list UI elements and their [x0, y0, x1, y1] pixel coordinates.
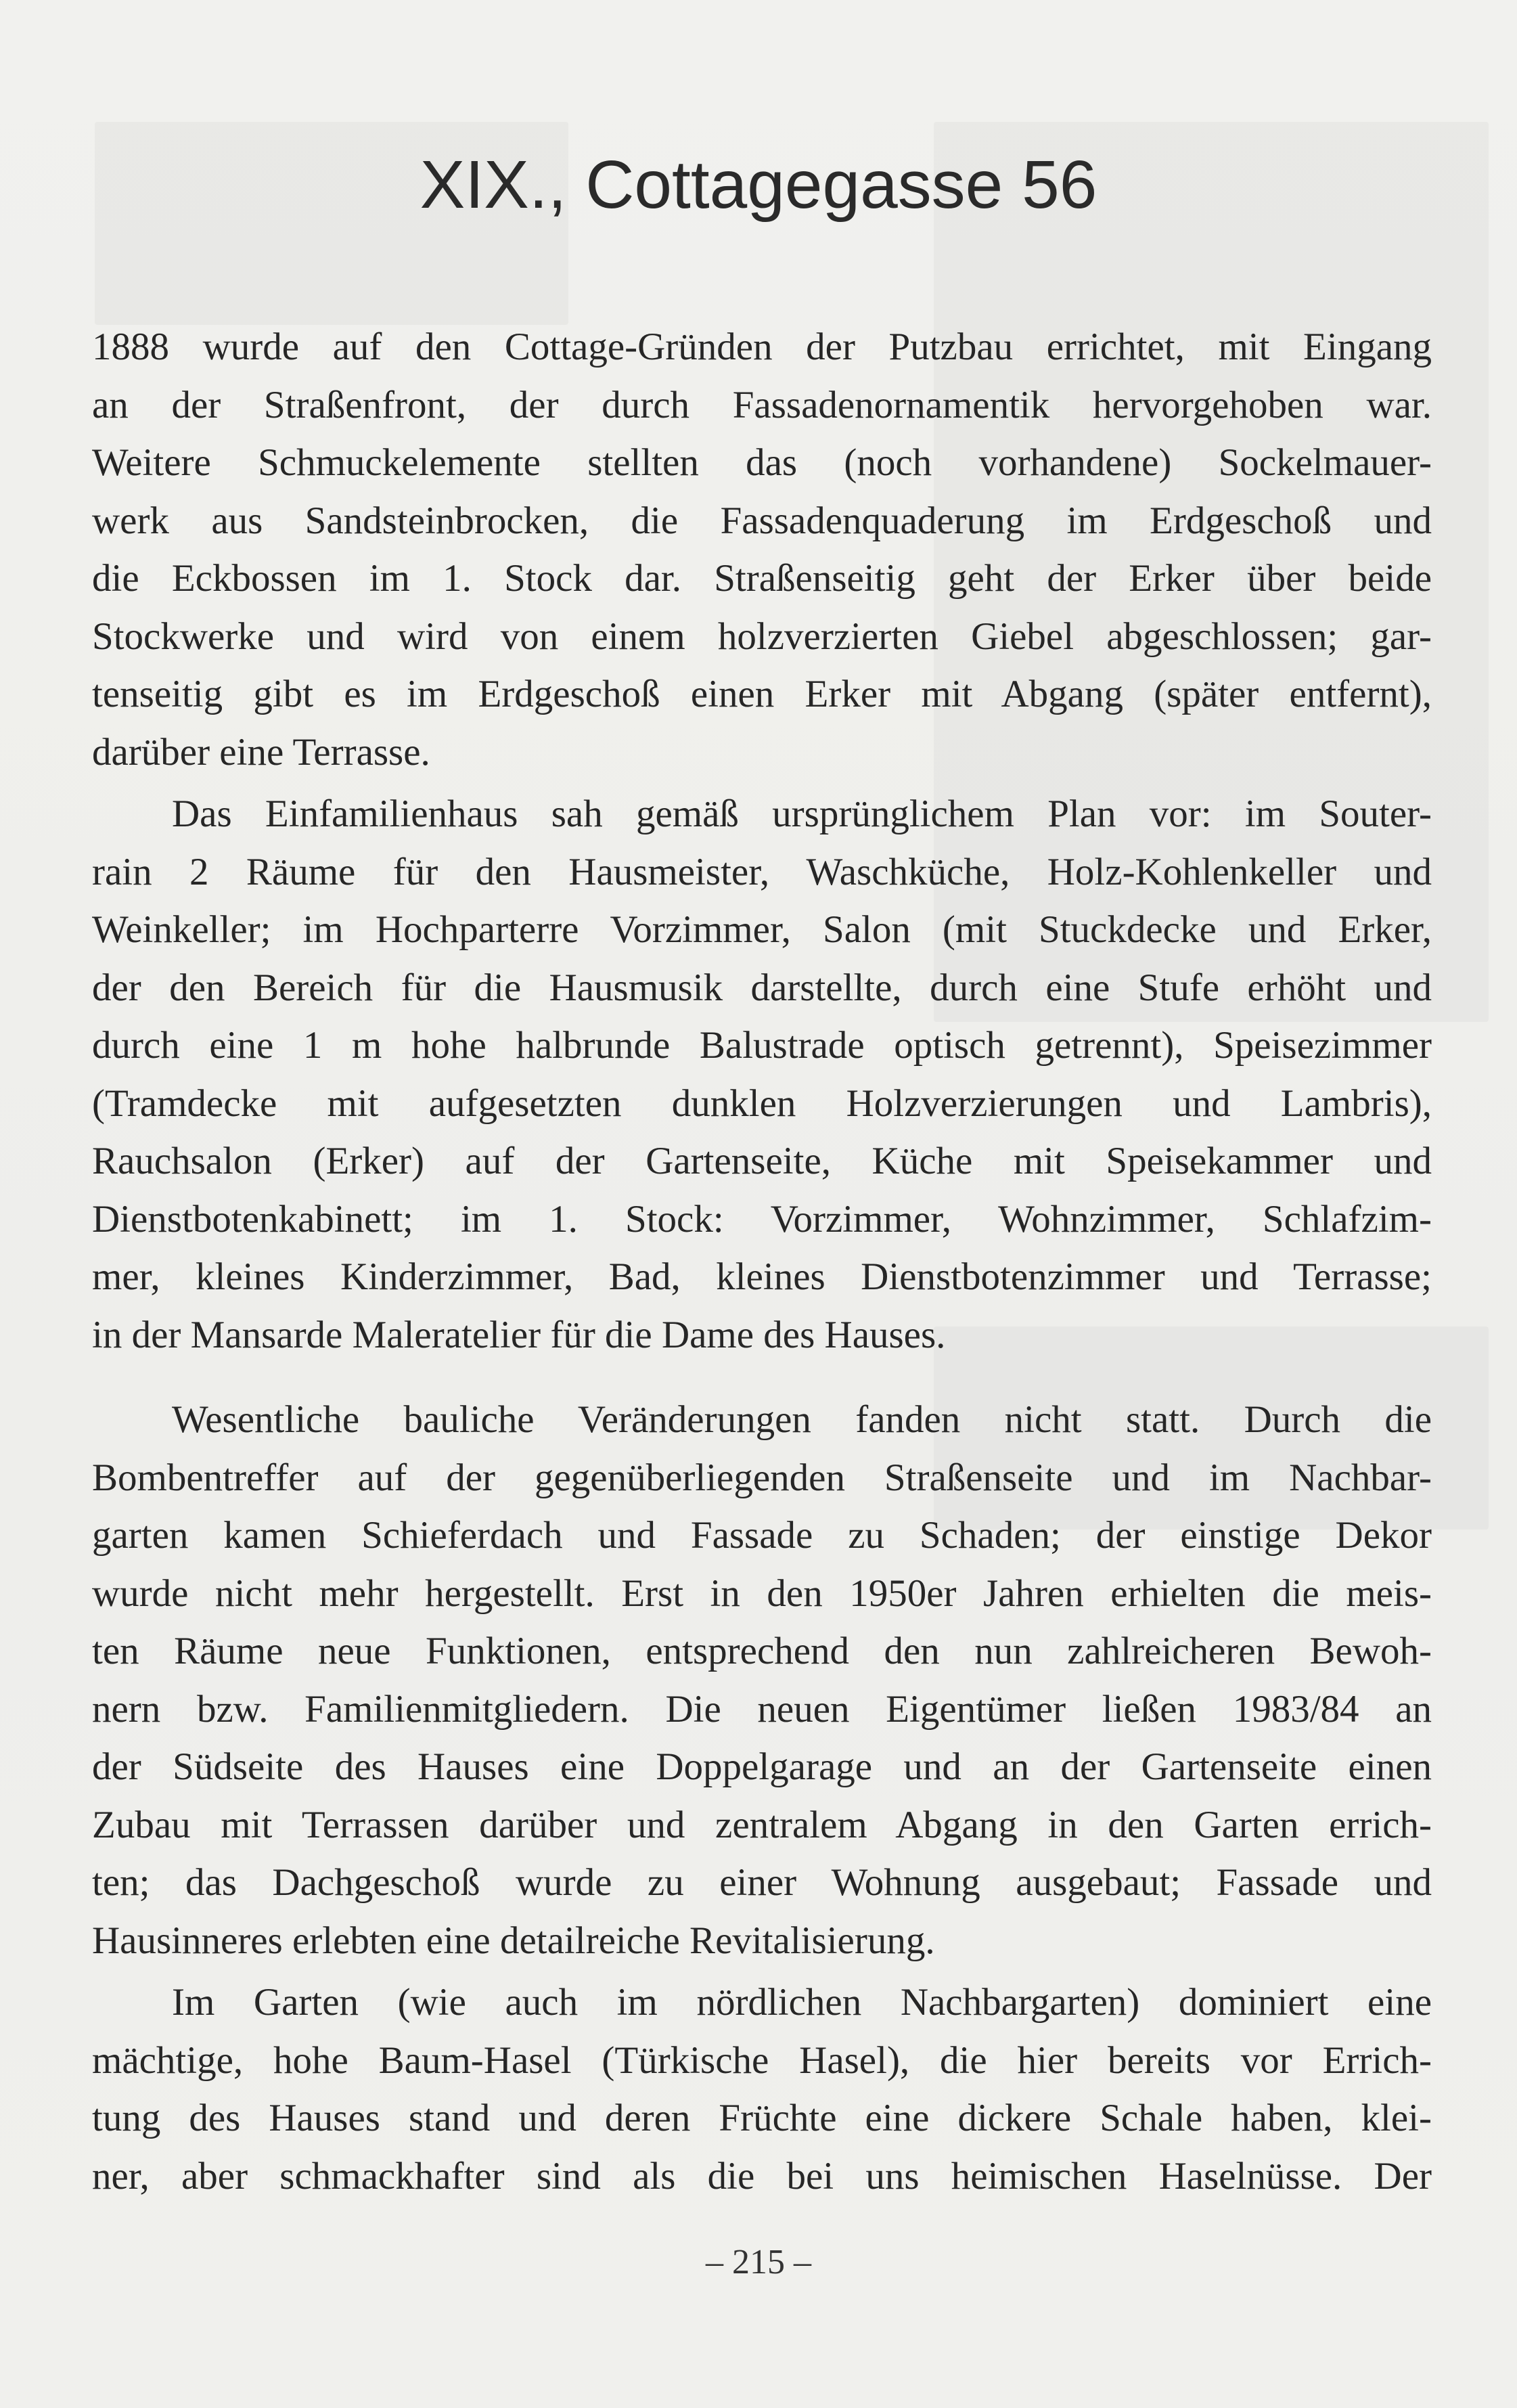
paragraph-4	[92, 1974, 1432, 2205]
text-line: ner, aber schmackhafter sind als die bei uns heimischen Haselnüsse. Der	[92, 2154, 1432, 2198]
text-line: Weinkeller; im Hochparterre Vorzimmer, Salon (mit Stuckdecke und Erker,	[92, 908, 1432, 951]
text-line: Rauchsalon (Erker) auf der Gartenseite, Küche mit Speisekammer und	[92, 1140, 1432, 1182]
page-number: – 215 –	[706, 2243, 811, 2281]
text-line: 1888 wurde auf den Cottage-Gründen der Putzbau errichtet, mit Eingang	[92, 326, 1432, 368]
text-line: mer, kleines Kinderzimmer, Bad, kleines Dienstbotenzimmer und Terrasse;	[92, 1255, 1432, 1298]
paragraph-2	[92, 785, 1432, 1364]
text-line: in der Mansarde Maleratelier für die Dame des Hauses.	[92, 1313, 946, 1356]
body-text	[92, 318, 1432, 2205]
text-line: nern bzw. Familienmitgliedern. Die neuen Eigentümer ließen 1983/84 an	[92, 1687, 1432, 1731]
text-line: darüber eine Terrasse.	[92, 730, 430, 774]
text-line: der Südseite des Hauses eine Doppelgarage und an der Gartenseite einen	[92, 1745, 1432, 1788]
text-line: Weitere Schmuckelemente stellten das (noch vorhandene) Sockelmauer-	[92, 441, 1432, 484]
text-line: Dienstbotenkabinett; im 1. Stock: Vorzimmer, Wohnzimmer, Schlafzim-	[92, 1197, 1432, 1241]
text-line: wurde nicht mehr hergestellt. Erst in den 1950er Jahren erhielten die meis-	[92, 1571, 1432, 1615]
text-line: tung des Hauses stand und deren Früchte eine dickere Schale haben, klei-	[92, 2097, 1432, 2139]
paragraph-1	[92, 318, 1432, 781]
text-line: werk aus Sandsteinbrocken, die Fassadenquaderung im Erdgeschoß und	[92, 499, 1432, 542]
text-line: Wesentliche bauliche Veränderungen fanden nicht statt. Durch die	[172, 1398, 1432, 1441]
text-line: rain 2 Räume für den Hausmeister, Waschküche, Holz-Kohlenkeller und	[92, 850, 1432, 893]
text-line: durch eine 1 m hohe halbrunde Balustrade optisch getrennt), Speisezimmer	[92, 1024, 1432, 1067]
text-line: Bombentreffer auf der gegenüberliegenden Straßenseite und im Nachbar-	[92, 1456, 1432, 1499]
text-line: tenseitig gibt es im Erdgeschoß einen Erker mit Abgang (später entfernt),	[92, 673, 1432, 715]
text-line: ten; das Dachgeschoß wurde zu einer Wohnung ausgebaut; Fassade und	[92, 1861, 1432, 1904]
text-line: Das Einfamilienhaus sah gemäß ursprünglichem Plan vor: im Souter-	[172, 793, 1432, 835]
text-line: Hausinneres erlebten eine detailreiche Revitalisierung.	[92, 1919, 935, 1962]
text-line: Im Garten (wie auch im nördlichen Nachbargarten) dominiert eine	[172, 1981, 1432, 2024]
text-line: ten Räume neue Funktionen, entsprechend den nun zahlreicheren Bewoh-	[92, 1630, 1432, 1672]
text-line: Stockwerke und wird von einem holzverzierten Giebel abgeschlossen; gar-	[92, 615, 1432, 658]
text-line: Zubau mit Terrassen darüber und zentralem Abgang in den Garten errich-	[92, 1803, 1432, 1846]
page-title: XIX., Cottagegasse 56	[420, 147, 1097, 223]
text-line: der den Bereich für die Hausmusik darstellte, durch eine Stufe erhöht und	[92, 966, 1432, 1009]
paragraph-3	[92, 1391, 1432, 1969]
text-line: die Eckbossen im 1. Stock dar. Straßenseitig geht der Erker über beide	[92, 557, 1432, 600]
text-line: an der Straßenfront, der durch Fassadenornamentik hervorgehoben war.	[92, 383, 1432, 426]
text-line: (Tramdecke mit aufgesetzten dunklen Holzverzierungen und Lambris),	[92, 1082, 1432, 1125]
text-line: mächtige, hohe Baum-Hasel (Türkische Hasel), die hier bereits vor Errich-	[92, 2038, 1432, 2082]
text-line: garten kamen Schieferdach und Fassade zu Schaden; der einstige Dekor	[92, 1514, 1432, 1557]
